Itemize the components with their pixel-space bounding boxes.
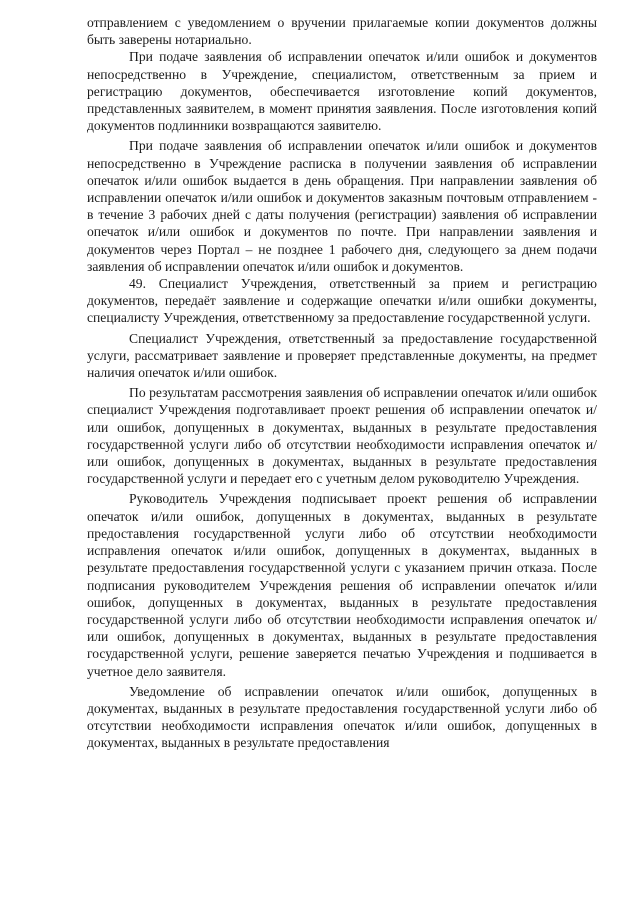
paragraph-draft-decision: По результатам рассмотрения заявления об исправлении опечаток и/или ошибок специалист Учреждения подготавливает проект решения об исправлении опечаток и/или ошибок, допущенных в документах, выданных в результате предоставления государственной услуги либо об отсутствии необходимости исправления опечаток и/или ошибок, допущенных в документах, выданных в результате предоставления государственной услуги и передает его с учетным делом руководителю Учреждения. — [87, 385, 597, 487]
paragraph-receipt-issuance: При подаче заявления об исправлении опечаток и/или ошибок и документов непосредственно в Учреждение расписка в получении заявления об исправлении опечаток и/или ошибок выдается в день обращения. При направлении заявления об исправлении опечаток и/или ошибок и документов заказным почтовым отправлением - в течение 3 рабочих дней с даты получения (регистрации) заявления об исправлении опечаток и/или ошибок и документов по почте. При направлении заявления и документов через Портал – не позднее 1 рабочего дня, следующего за днем подачи заявления об исправлении опечаток и/или ошибок и документов. — [87, 138, 597, 274]
paragraph-notification: Уведомление об исправлении опечаток и/или ошибок, допущенных в документах, выданных в результате предоставления государственной услуги либо об отсутствии необходимости исправления опечаток и/или ошибок, допущенных в документах, выданных в результате предоставления — [87, 683, 597, 751]
document-page — [87, 14, 597, 752]
paragraph-copies-production: При подаче заявления об исправлении опечаток и/или ошибок и документов непосредственно в Учреждение, специалистом, ответственным за прием и регистрацию документов, обеспечивается изготовление копий документов, представленных заявителем, в момент принятия заявления. После изготовления копий документов подлинники возвращаются заявителю. — [87, 49, 597, 134]
paragraph-specialist-review: Специалист Учреждения, ответственный за предоставление государственной услуги, рассматривает заявление и проверяет представленные документы, на предмет наличия опечаток и/или ошибок. — [87, 330, 597, 381]
paragraph-head-signs-decision: Руководитель Учреждения подписывает проект решения об исправлении опечаток и/или ошибок, допущенных в документах, выданных в результате предоставления государственной услуги либо об отсутствии необходимости исправления опечаток и/или ошибок, допущенных в документах, выданных в результате предоставления государственной услуги с указанием причин отказа. После подписания руководителем Учреждения решения об исправлении опечаток и/или ошибок, допущенных в документах, выданных в результате предоставления государственной услуги либо об отсутствии необходимости исправления опечаток и/или ошибок, допущенных в документах, выданных в результате предоставления государственной услуги, решение заверяется печатью Учреждения и подшивается в учетное дело заявителя. — [87, 491, 597, 679]
paragraph-item-49-transfer: 49. Специалист Учреждения, ответственный за прием и регистрацию документов, передаёт заявление и содержащие опечатки и/или ошибки документы, специалисту Учреждения, ответственному за предоставление государственной услуги. — [87, 276, 597, 326]
paragraph-notarial-copies: отправлением с уведомлением о вручении прилагаемые копии документов должны быть заверены нотариально. — [87, 15, 597, 48]
